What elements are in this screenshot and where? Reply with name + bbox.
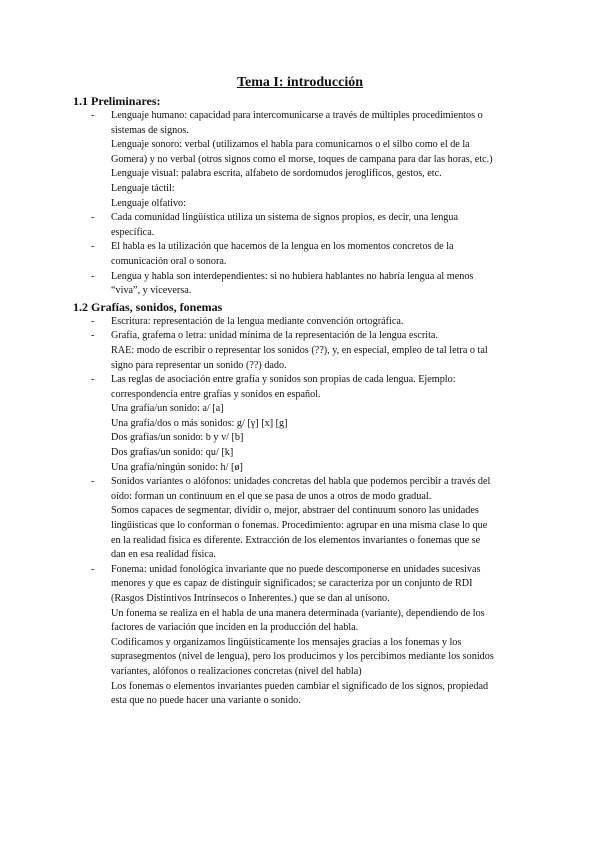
section-heading: 1.1 Preliminares: <box>73 94 161 108</box>
text-line: signo para representar un sonido (??) dado. <box>111 359 287 371</box>
dash-bullet-icon: - <box>91 374 95 386</box>
list-item <box>73 373 533 475</box>
text-line: Lenguaje táctil: <box>111 182 175 194</box>
text-line: Lenguaje visual: palabra escrita, alfabeto de sordomudos jeroglíficos, gestos, etc. <box>111 168 442 180</box>
text-line: (Rasgos Distintivos Intrínsecos o Inherentes.) que se dan al unísono. <box>111 593 390 604</box>
text-line: Dos grafías/un sonido: qu/ [k] <box>111 447 234 459</box>
text-line: “viva”, y viceversa. <box>111 285 192 297</box>
text-line: Las reglas de asociación entre grafía y sonidos son propias de cada lengua. Ejemplo: <box>111 374 456 386</box>
list-item <box>73 563 533 709</box>
dash-bullet-icon: - <box>91 212 95 224</box>
text-line: correspondencia entre grafías y sonidos en español. <box>111 388 321 400</box>
text-line: factores de variación que inciden en la producción del habla. <box>111 622 359 634</box>
dash-bullet-icon: - <box>91 476 95 488</box>
text-line: Lengua y habla son interdependientes: si no hubiera hablantes no habría lengua al menos <box>111 270 474 282</box>
text-line: Una grafía/dos o más sonidos: g/ [γ] [x] [g] <box>111 417 288 429</box>
text-line: Fonema: unidad fonológica invariante que no puede descomponerse en unidades sucesivas <box>111 563 481 575</box>
list-item <box>73 211 533 240</box>
text-line: Dos grafías/un sonido: b y v/ [b] <box>111 432 244 444</box>
text-line: Una grafía/un sonido: a/ [a] <box>111 403 224 415</box>
text-line: variantes, alófonos o realizaciones concretas (nivel del habla) <box>111 665 362 677</box>
text-line: RAE: modo de escribir o representar los sonidos (??), y, en especial, empleo de tal letra o tal <box>111 344 488 356</box>
dash-bullet-icon: - <box>91 315 95 327</box>
text-line: menores y que es capaz de distinguir significados; se caracteriza por un conjunto de RDI <box>111 578 473 590</box>
text-line: dan en esa realidad física. <box>111 549 216 561</box>
list-item <box>73 270 533 299</box>
list-item <box>73 109 533 211</box>
text-line: El habla es la utilización que hacemos de la lengua en los momentos concretos de la <box>111 241 454 253</box>
page-title: Tema I: introducción <box>236 75 363 90</box>
dash-bullet-icon: - <box>91 330 95 342</box>
text-line: Un fonema se realiza en el habla de una manera determinada (variante), dependiendo de los <box>111 607 485 619</box>
text-line: suprasegmentos (nivel de lengua), pero los producimos y los percibimos mediante los sonidos <box>111 651 494 663</box>
list-item <box>73 329 533 373</box>
text-line: Gomera) y no verbal (otros signos como el morse, toques de campana para dar las horas, etc.) <box>111 153 493 165</box>
text-line: Grafía, grafema o letra: unidad mínima de la representación de la lengua escrita. <box>111 330 438 342</box>
text-line: Los fonemas o elementos invariantes pueden cambiar el significado de los signos, propiedad <box>111 680 489 692</box>
document-body <box>73 93 533 709</box>
dash-bullet-icon: - <box>91 110 95 121</box>
text-line: sistemas de signos. <box>111 124 189 136</box>
text-line: Cada comunidad lingüística utiliza un sistema de signos propios, es decir, una lengua <box>111 212 459 224</box>
list-item <box>73 315 533 330</box>
text-line: en la realidad física es diferente. Extracción de los elementos invariantes o fonemas que se <box>111 534 481 546</box>
text-line: esta que no puede hacer una variante o sonido. <box>111 695 301 707</box>
text-line: Lenguaje humano: capacidad para intercomunicarse a través de múltiples procedimientos o <box>111 110 483 121</box>
dash-bullet-icon: - <box>91 563 95 575</box>
dash-bullet-icon: - <box>91 270 95 282</box>
text-line: Lenguaje sonoro: verbal (utilizamos el habla para comunicarnos o el silbo como el de la <box>111 139 470 151</box>
text-line: Una grafía/ningún sonido: h/ [ø] <box>111 461 243 473</box>
text-line: Somos capaces de segmentar, dividir o, mejor, abstraer del continuum sonoro las unidades <box>111 505 479 517</box>
text-line: lingüísticas que lo conforman o fonemas. Procedimiento: agrupar en una misma clase lo que <box>111 520 488 532</box>
dash-bullet-icon: - <box>91 241 95 253</box>
list-item <box>73 475 533 563</box>
text-line: Lenguaje olfativo: <box>111 197 186 209</box>
text-line: oído: forman un continuum en el que se pasa de unos a otros de modo gradual. <box>111 490 432 502</box>
text-line: comunicación oral o sonora. <box>111 255 227 267</box>
list-item <box>73 240 533 269</box>
text-line: específica. <box>111 226 155 238</box>
text-line: Sonidos variantes o alófonos: unidades concretas del habla que podemos percibir a través del <box>111 476 491 488</box>
section-heading: 1.2 Grafías, sonidos, fonemas <box>73 299 223 314</box>
text-line: Escritura: representación de la lengua mediante convención ortográfica. <box>111 315 404 327</box>
text-line: Codificamos y organizamos lingüísticamente los mensajes gracias a los fonemas y los <box>111 636 462 648</box>
